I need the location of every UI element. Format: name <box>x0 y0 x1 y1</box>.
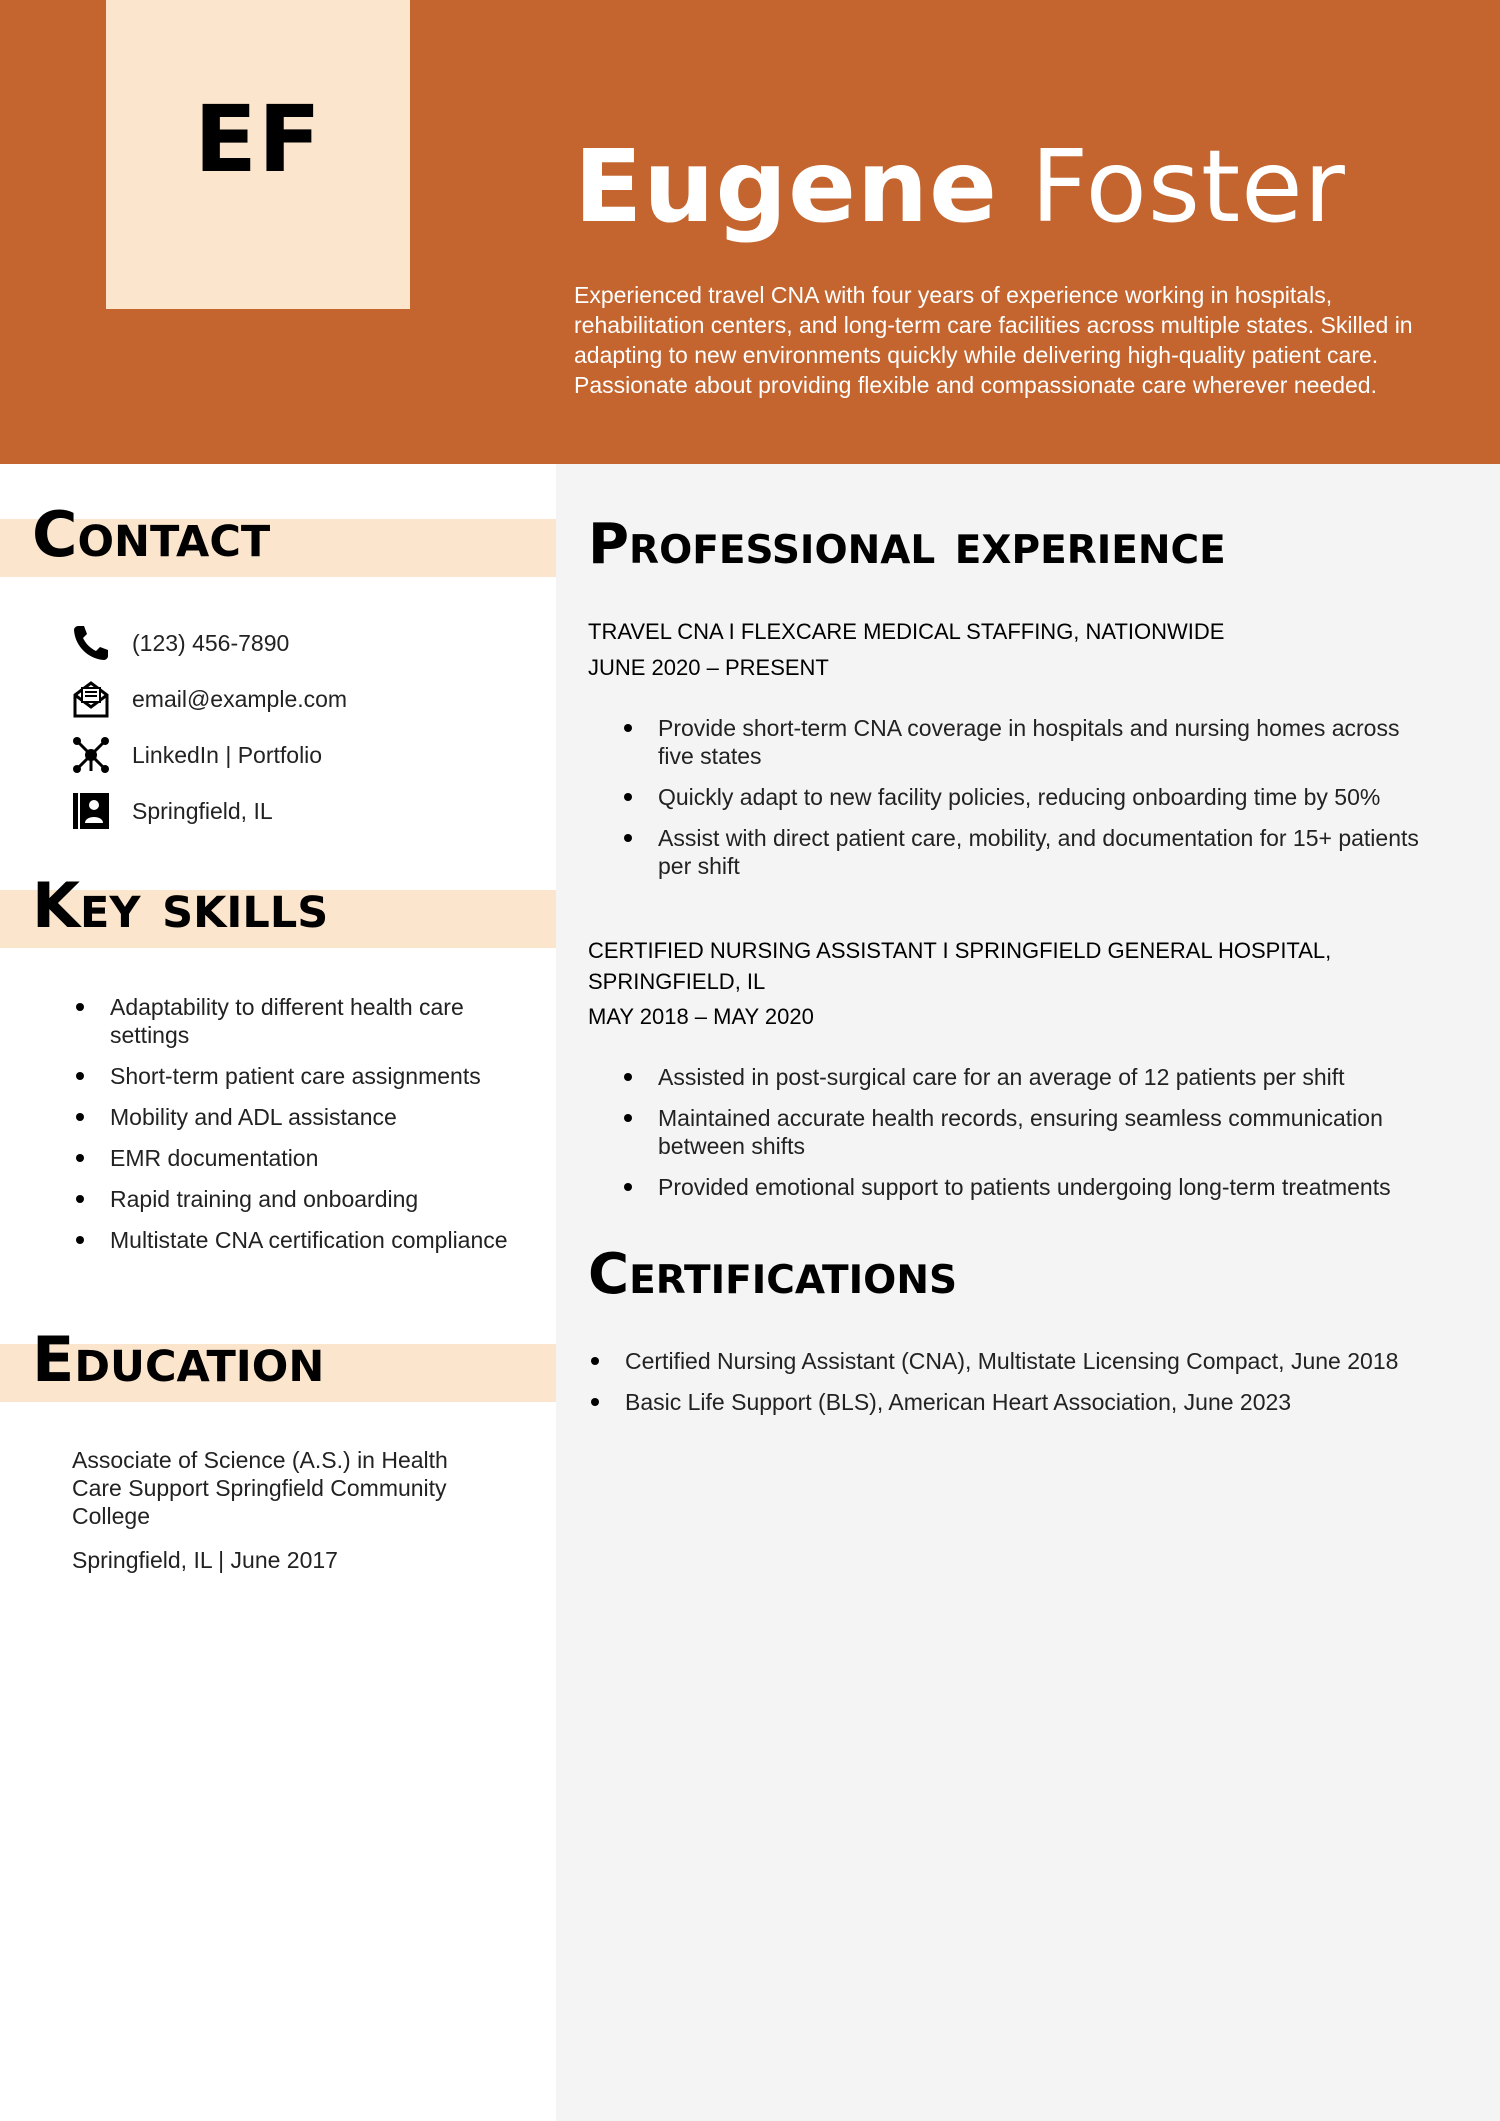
job-bullet: Provided emotional support to patients undergoing long-term treatments <box>658 1173 1428 1201</box>
certifications-heading: Certifications <box>588 1242 958 1307</box>
education-degree: Associate of Science (A.S.) in Health Care Support Springfield Community College <box>72 1447 448 1529</box>
contact-email <box>70 678 347 720</box>
address-book-icon <box>70 790 112 832</box>
skill-item: Rapid training and onboarding <box>110 1185 510 1213</box>
job-bullet: Assist with direct patient care, mobility, and documentation for 15+ patients per shift <box>658 824 1428 880</box>
header-banner <box>0 0 1500 464</box>
contact-phone <box>70 622 289 664</box>
profile-summary: Experienced travel CNA with four years of experience working in hospitals, rehabilitation centers, and long-term care facilities across multiple states. Skilled in adapting to new environments quickly while delivering high-quality patient care. Passionate about providing flexible and compassionate care wherever needed. <box>574 282 1413 398</box>
contact-location <box>70 790 273 832</box>
candidate-name <box>574 128 1346 245</box>
skill-item: Short-term patient care assignments <box>110 1062 510 1090</box>
certification-item: Basic Life Support (BLS), American Heart Association, June 2023 <box>625 1388 1445 1416</box>
job-bullet: Provide short-term CNA coverage in hospitals and nursing homes across five states <box>658 714 1428 770</box>
job-bullets <box>658 1063 1428 1201</box>
envelope-icon <box>70 678 112 720</box>
job-dates: MAY 2018 – MAY 2020 <box>588 1004 814 1029</box>
skill-item: Adaptability to different health care settings <box>110 993 510 1049</box>
education-location-date: Springfield, IL | June 2017 <box>72 1547 338 1573</box>
phone-icon <box>70 622 112 664</box>
experience-heading: Professional experience <box>588 512 1226 577</box>
contact-links <box>70 734 322 776</box>
job-bullet: Quickly adapt to new facility policies, reducing onboarding time by 50% <box>658 783 1428 811</box>
location-text: Springfield, IL <box>132 797 273 824</box>
email-text: email@example.com <box>132 685 348 712</box>
contact-heading: Contact <box>32 498 271 571</box>
phone-text: (123) 456-7890 <box>132 629 290 656</box>
first-name: Eugene <box>574 128 998 245</box>
links-text: LinkedIn | Portfolio <box>132 741 323 768</box>
job-title: CERTIFIED NURSING ASSISTANT I SPRINGFIELD GENERAL HOSPITAL, SPRINGFIELD, IL <box>588 938 1332 994</box>
job-title: TRAVEL CNA I FLEXCARE MEDICAL STAFFING, NATIONWIDE <box>588 619 1225 644</box>
skill-item: Mobility and ADL assistance <box>110 1103 510 1131</box>
last-name: Foster <box>1030 128 1346 245</box>
monogram-box <box>106 0 410 309</box>
job-bullets <box>658 714 1428 880</box>
skills-list <box>110 993 510 1254</box>
skills-heading: Key skills <box>32 869 329 942</box>
job-bullet: Assisted in post-surgical care for an average of 12 patients per shift <box>658 1063 1428 1091</box>
skill-item: EMR documentation <box>110 1144 510 1172</box>
monogram-initials: EF <box>194 86 322 193</box>
skill-item: Multistate CNA certification compliance <box>110 1226 510 1254</box>
education-heading: Education <box>32 1323 325 1396</box>
certification-item: Certified Nursing Assistant (CNA), Multistate Licensing Compact, June 2018 <box>625 1347 1445 1375</box>
certifications-list <box>625 1347 1445 1416</box>
job-dates: JUNE 2020 – PRESENT <box>588 655 829 680</box>
job-bullet: Maintained accurate health records, ensuring seamless communication between shifts <box>658 1104 1428 1160</box>
network-icon <box>70 734 112 776</box>
